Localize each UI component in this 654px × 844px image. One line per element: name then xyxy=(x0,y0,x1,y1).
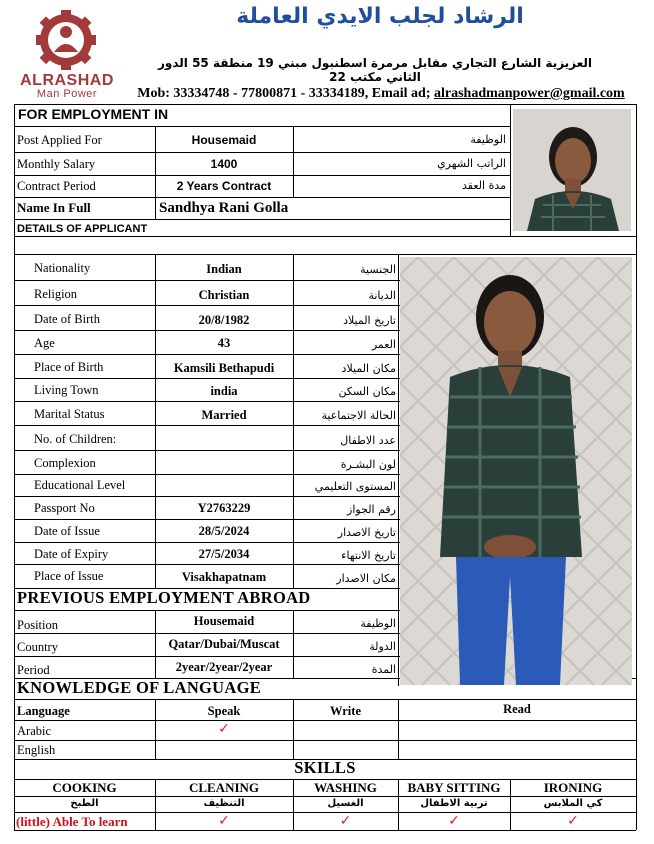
place-of-birth-label: Place of Birth xyxy=(34,360,104,374)
applicant-photo-small xyxy=(513,109,631,231)
living-town-value: india xyxy=(210,384,238,398)
marital-status-value: Married xyxy=(201,408,247,422)
skill-ironing-check-icon: ✓ xyxy=(567,813,579,829)
section-employment-title: FOR EMPLOYMENT IN xyxy=(18,106,169,122)
monthly-salary-value: 1400 xyxy=(210,157,238,171)
age-value: 43 xyxy=(217,336,231,350)
contract-period-label-ar: مدة العقد xyxy=(462,179,506,192)
complexion-label: Complexion xyxy=(34,456,96,470)
period-label: Period xyxy=(17,663,50,677)
write-header: Write xyxy=(329,704,361,718)
mobile-label: Mob: xyxy=(137,86,170,101)
dob-label-ar: تاريخ الميلاد xyxy=(343,314,396,327)
religion-value: Christian xyxy=(198,288,250,302)
dob-label: Date of Birth xyxy=(34,312,100,326)
age-label: Age xyxy=(34,336,55,350)
date-of-issue-value: 28/5/2024 xyxy=(198,524,250,538)
date-of-issue-label: Date of Issue xyxy=(34,524,100,538)
company-title-arabic: الرشاد لجلب الايدي العاملة xyxy=(236,4,524,29)
skill-washing-check-icon: ✓ xyxy=(339,813,352,829)
skill-washing-label-ar: الغسيل xyxy=(327,798,364,809)
place-of-issue-value: Visakhapatnam xyxy=(181,570,267,584)
applicant-photo-full xyxy=(400,257,632,685)
language-english-label: English xyxy=(17,743,56,757)
skill-babysitting-label: BABY SITTING xyxy=(407,780,501,795)
skill-cooking-label-ar: الطبخ xyxy=(70,798,99,809)
phone-numbers: 33334748 - 77800871 - 33334189, xyxy=(173,86,369,101)
language-header: Language xyxy=(17,704,70,718)
post-applied-label: Post Applied For xyxy=(17,133,102,147)
children-label: No. of Children: xyxy=(34,432,117,446)
skill-cooking-label: COOKING xyxy=(52,780,117,795)
skill-cooking-value: (little) Able To learn xyxy=(16,814,128,829)
education-label-ar: المستوى التعليمي xyxy=(314,480,396,493)
date-of-expiry-value: 27/5/2034 xyxy=(198,547,250,561)
children-label-ar: عدد الاطفال xyxy=(340,434,396,447)
language-arabic-label: Arabic xyxy=(17,724,52,738)
religion-label: Religion xyxy=(34,287,78,301)
skill-babysitting-check-icon: ✓ xyxy=(448,813,460,829)
skill-washing-label: WASHING xyxy=(314,780,377,795)
email-label: Email ad; xyxy=(371,86,431,101)
period-value: 2year/2year/2year xyxy=(175,660,273,674)
skill-ironing-label-ar: كي الملابس xyxy=(543,798,603,809)
monthly-salary-label-ar: الراتب الشهري xyxy=(437,157,506,170)
marital-status-label-ar: الحالة الاجتماعية xyxy=(321,409,396,422)
position-value: Housemaid xyxy=(193,614,255,628)
nationality-label-ar: الجنسية xyxy=(360,263,396,276)
period-label-ar: المدة xyxy=(371,663,396,676)
religion-label-ar: الديانة xyxy=(368,289,396,302)
date-of-expiry-label-ar: تاريخ الانتهاء xyxy=(341,549,396,562)
contract-period-label: Contract Period xyxy=(17,179,96,193)
logo-gear-icon xyxy=(10,8,122,78)
nationality-label: Nationality xyxy=(34,261,91,275)
country-label: Country xyxy=(17,640,58,654)
date-of-expiry-label: Date of Expiry xyxy=(34,547,109,561)
passport-no-value: Y2763229 xyxy=(197,501,251,515)
read-header: Read xyxy=(503,702,531,716)
skill-ironing-label: IRONING xyxy=(543,780,603,795)
living-town-label: Living Town xyxy=(34,383,99,397)
skill-babysitting-label-ar: تربية الاطفال xyxy=(420,798,488,809)
date-of-issue-label-ar: تاريخ الاصدار xyxy=(337,526,396,539)
country-value: Qatar/Dubai/Muscat xyxy=(168,637,280,651)
dob-value: 20/8/1982 xyxy=(198,313,250,327)
logo-name: ALRASHAD xyxy=(20,72,114,89)
post-applied-label-ar: الوظيفة xyxy=(470,133,506,146)
section-skills-title: SKILLS xyxy=(294,758,356,777)
skill-cleaning-check-icon: ✓ xyxy=(218,813,230,829)
company-address-arabic: العزيزية الشارع التجاري مقابل مرمرة اسطنبول مبني 19 منطقة 55 الدور الثاني مكتب 22 xyxy=(157,56,593,84)
section-language-title: KNOWLEDGE OF LANGUAGE xyxy=(17,678,262,697)
contact-line xyxy=(124,86,638,102)
marital-status-label: Marital Status xyxy=(34,407,105,421)
place-of-issue-label-ar: مكان الاصدار xyxy=(336,572,396,585)
complexion-label-ar: لون البشـرة xyxy=(340,458,396,471)
nationality-value: Indian xyxy=(206,262,242,276)
place-of-birth-value: Kamsili Bethapudi xyxy=(173,361,275,375)
education-label: Educational Level xyxy=(34,478,126,492)
skill-cleaning-label-ar: التنظيف xyxy=(203,798,245,809)
position-label-ar: الوظيفة xyxy=(360,617,396,630)
position-label: Position xyxy=(17,618,58,632)
logo-tagline: Man Power xyxy=(36,88,98,100)
name-in-full-label: Name In Full xyxy=(17,200,91,215)
arabic-speak-check-icon: ✓ xyxy=(218,721,230,737)
age-label-ar: العمر xyxy=(371,338,396,351)
country-label-ar: الدولة xyxy=(369,640,396,653)
speak-header: Speak xyxy=(207,704,241,718)
place-of-issue-label: Place of Issue xyxy=(34,569,104,583)
place-of-birth-label-ar: مكان الميلاد xyxy=(341,362,396,375)
contract-period-value: 2 Years Contract xyxy=(176,179,272,193)
name-in-full-value: Sandhya Rani Golla xyxy=(159,200,289,216)
post-applied-value: Housemaid xyxy=(191,133,257,147)
email-link[interactable]: alrashadmanpower@gmail.com xyxy=(433,86,625,101)
living-town-label-ar: مكان السكن xyxy=(338,385,396,398)
section-details-title: DETAILS OF APPLICANT xyxy=(17,223,148,235)
monthly-salary-label: Monthly Salary xyxy=(17,157,96,171)
passport-no-label-ar: رقم الجواز xyxy=(347,503,396,516)
skill-cleaning-label: CLEANING xyxy=(188,780,260,795)
section-previous-employment-title: PREVIOUS EMPLOYMENT ABROAD xyxy=(17,588,311,607)
passport-no-label: Passport No xyxy=(34,501,95,515)
